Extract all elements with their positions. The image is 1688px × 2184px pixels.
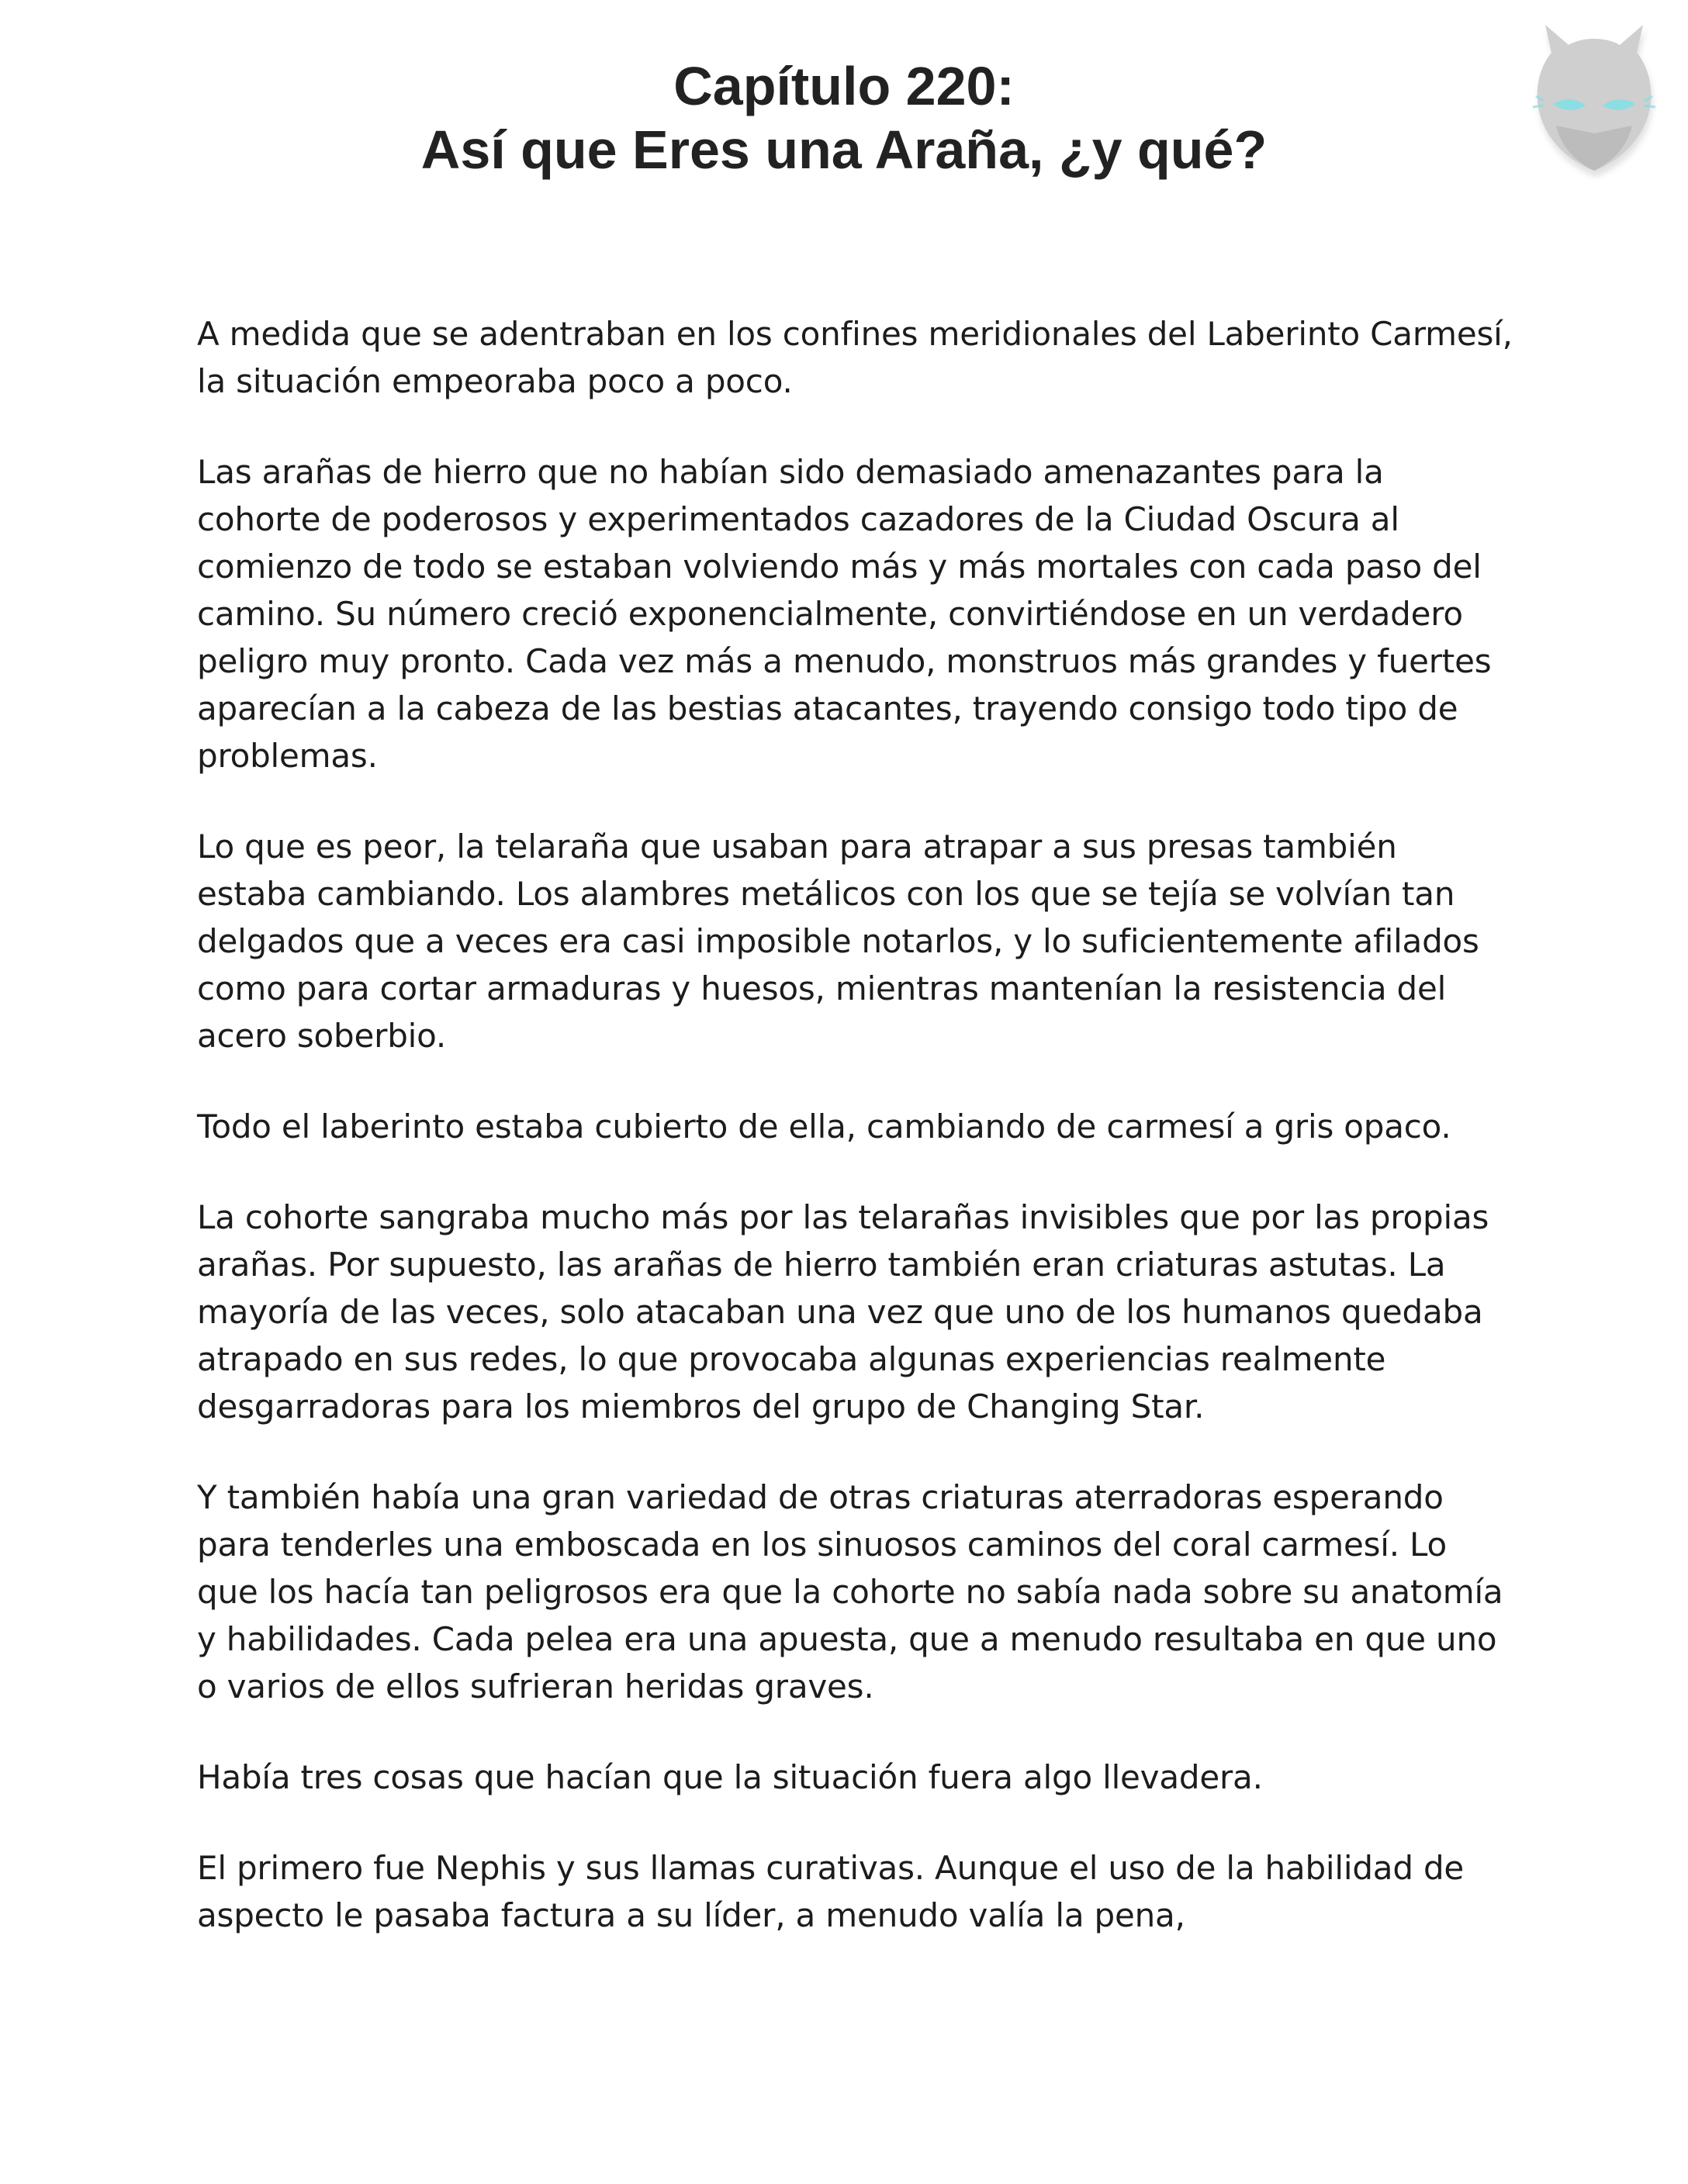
- chapter-title: [0, 54, 1688, 181]
- paragraph: Todo el laberinto estaba cubierto de ella, cambiando de carmesí a gris opaco.: [197, 1108, 1451, 1146]
- paragraph: A medida que se adentraban en los confines meridionales del Laberinto Carmesí, la situación empeoraba poco a poco.: [197, 315, 1513, 400]
- paragraph: Lo que es peor, la telaraña que usaban para atrapar a sus presas también estaba cambiando. Los alambres metálicos con los que se tejía se volvían tan delgados que a veces era casi imposible notarlos, y lo suficientemente afilados como para cortar armaduras y huesos, mientras mantenían la resistencia del acero soberbio.: [197, 828, 1479, 1055]
- chapter-name: Así que Eres una Araña, ¿y qué?: [420, 119, 1268, 180]
- chapter-body: [197, 310, 1516, 1982]
- paragraph: Y también había una gran variedad de otras criaturas aterradoras esperando para tenderles una emboscada en los sinuosos caminos del coral carmesí. Lo que los hacía tan peligrosos era que la cohorte no sabía nada sobre su anatomía y habilidades. Cada pelea era una apuesta, que a menudo resultaba en que uno o varios de ellos sufrieran heridas graves.: [197, 1478, 1503, 1705]
- paragraph: Había tres cosas que hacían que la situación fuera algo llevadera.: [197, 1758, 1263, 1796]
- paragraph: El primero fue Nephis y sus llamas curativas. Aunque el uso de la habilidad de aspecto le pasaba factura a su líder, a menudo valía la pena,: [197, 1849, 1465, 1934]
- chapter-number: Capítulo 220:: [673, 56, 1015, 116]
- paragraph: La cohorte sangraba mucho más por las telarañas invisibles que por las propias arañas. Por supuesto, las arañas de hierro también eran criaturas astutas. La mayoría de las veces, solo atacaban una vez que uno de los humanos quedaba atrapado en sus redes, lo que provocaba algunas experiencias realmente desgarradoras para los miembros del grupo de Changing Star.: [197, 1198, 1489, 1425]
- paragraph: Las arañas de hierro que no habían sido demasiado amenazantes para la cohorte de poderosos y experimentados cazadores de la Ciudad Oscura al comienzo de todo se estaban volviendo más y más mortales con cada paso del camino. Su número creció exponencialmente, convirtiéndose en un verdadero peligro muy pronto. Cada vez más a menudo, monstruos más grandes y fuertes aparecían a la cabeza de las bestias atacantes, trayendo consigo todo tipo de problemas.: [197, 453, 1492, 775]
